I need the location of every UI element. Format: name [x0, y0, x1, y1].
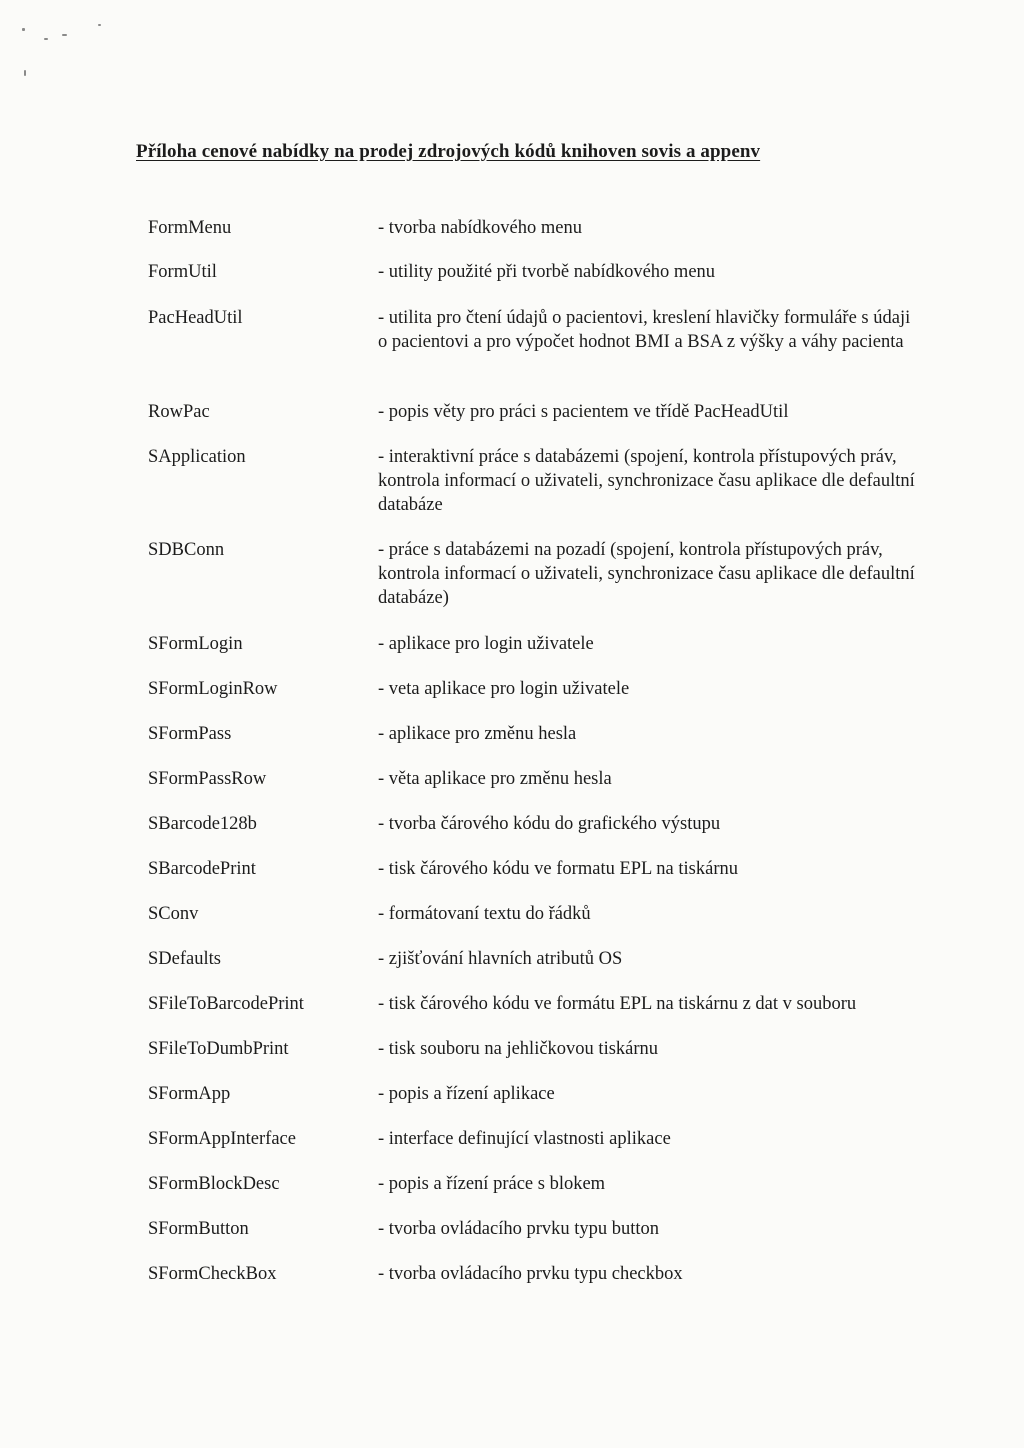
entry-description: - tisk čárového kódu ve formátu EPL na tiskárnu z dat v souboru — [378, 994, 857, 1014]
entry-name: SBarcodePrint — [148, 859, 256, 879]
entry-description: - tvorba nabídkového menu — [378, 218, 582, 238]
entry-description: - interface definující vlastnosti aplikace — [378, 1129, 671, 1149]
entry-name: RowPac — [148, 402, 210, 422]
entry-description: - utility použité při tvorbě nabídkového menu — [378, 262, 716, 282]
entry-description: - formátovaní textu do řádků — [378, 904, 591, 924]
entry-description: - interaktivní práce s databázemi (spojení, kontrola přístupových práv, kontrola informací o uživateli, synchronizace času aplikace dle defaultní databáze — [378, 447, 915, 515]
entry-name: PacHeadUtil — [148, 308, 243, 328]
entry-name: SBarcode128b — [148, 814, 257, 834]
entry-description: - práce s databázemi na pozadí (spojení, kontrola přístupových práv, kontrola informací o uživateli, synchronizace času aplikace dle defaultní databáze) — [378, 540, 915, 608]
entry-name: SFileToDumbPrint — [148, 1039, 289, 1059]
entry-description: - zjišťování hlavních atributů OS — [378, 949, 623, 969]
entry-description: - aplikace pro login uživatele — [378, 634, 594, 654]
entry-description: - tisk čárového kódu ve formatu EPL na tiskárnu — [378, 859, 738, 879]
entry-description: - tvorba ovládacího prvku typu button — [378, 1219, 660, 1239]
entry-name: SFormPassRow — [148, 769, 267, 789]
entry-description: - veta aplikace pro login uživatele — [378, 679, 630, 699]
scan-speck — [44, 38, 48, 40]
entry-name: SFormPass — [148, 724, 232, 744]
document-title: Příloha cenové nabídky na prodej zdrojových kódů knihoven sovis a appenv — [136, 141, 761, 162]
entry-description: - tvorba čárového kódu do grafického výstupu — [378, 814, 721, 834]
entry-name: SFileToBarcodePrint — [148, 994, 304, 1014]
entry-description: - popis a řízení aplikace — [378, 1084, 555, 1104]
entry-name: SFormApp — [148, 1084, 231, 1104]
entry-description: - popis věty pro práci s pacientem ve třídě PacHeadUtil — [378, 402, 789, 422]
scan-speck — [22, 28, 25, 31]
entry-name: SConv — [148, 904, 199, 924]
entry-name: FormUtil — [148, 262, 217, 282]
entry-name: SFormButton — [148, 1219, 249, 1239]
scan-speck — [98, 24, 101, 26]
entry-name: SFormLoginRow — [148, 679, 278, 699]
entry-name: FormMenu — [148, 218, 232, 238]
scan-speck — [24, 70, 26, 76]
entry-name: SFormAppInterface — [148, 1129, 296, 1149]
entry-name: SFormBlockDesc — [148, 1174, 280, 1194]
entry-name: SDefaults — [148, 949, 221, 969]
scan-speck — [62, 34, 67, 36]
entry-description: - tvorba ovládacího prvku typu checkbox — [378, 1264, 683, 1284]
entry-name: SFormLogin — [148, 634, 243, 654]
entry-name: SDBConn — [148, 540, 225, 560]
entry-name: SApplication — [148, 447, 246, 467]
entry-description: - tisk souboru na jehličkovou tiskárnu — [378, 1039, 659, 1059]
entry-name: SFormCheckBox — [148, 1264, 277, 1284]
entry-description: - utilita pro čtení údajů o pacientovi, kreslení hlavičky formuláře s údaji o pacientovi a pro výpočet hodnot BMI a BSA z výšky a váhy pacienta — [378, 308, 911, 352]
entry-description: - popis a řízení práce s blokem — [378, 1174, 606, 1194]
entry-description: - věta aplikace pro změnu hesla — [378, 769, 612, 789]
entry-description: - aplikace pro změnu hesla — [378, 724, 577, 744]
